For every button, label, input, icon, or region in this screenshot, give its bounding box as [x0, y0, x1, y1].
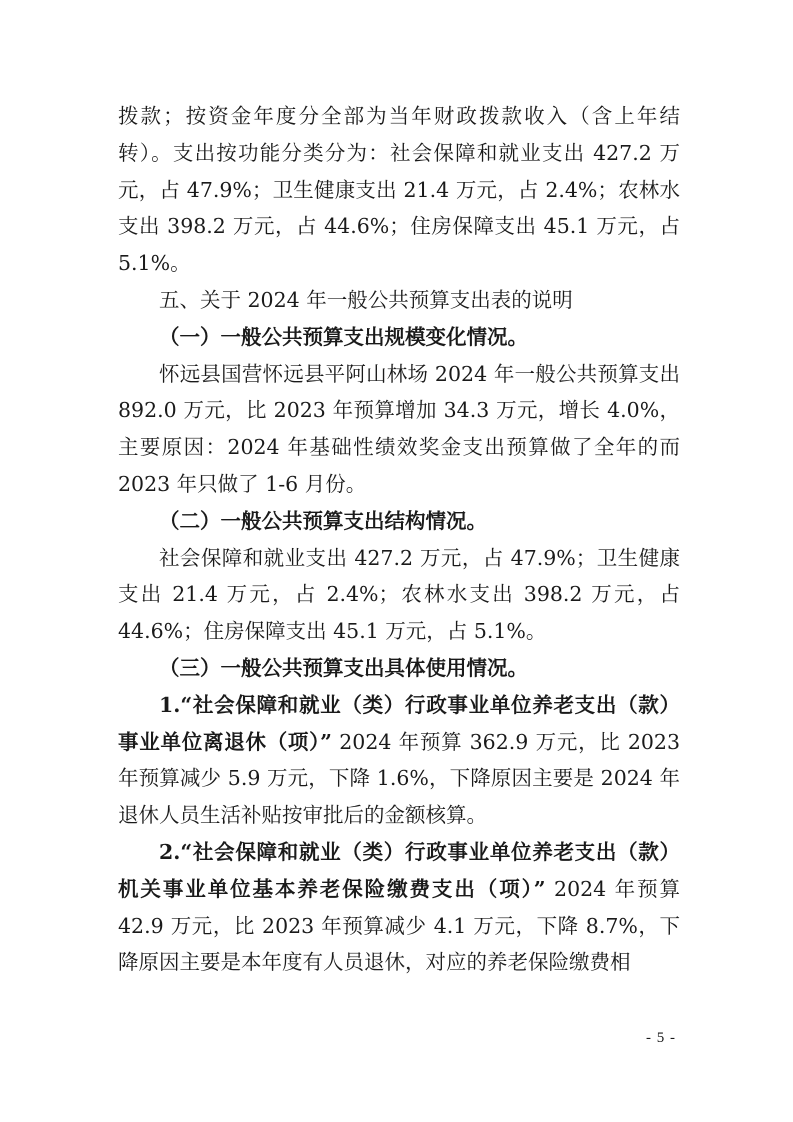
item-2-title: 2.“社会保障和就业（类）行政事业单位养老支出（款）机关事业单位基本养老保险缴费支出（项）” [118, 839, 680, 901]
item-1-title: 1.“社会保障和就业（类）行政事业单位养老支出（款）事业单位离退休（项）” [118, 692, 680, 754]
page-number: - 5 - [646, 1030, 676, 1046]
paragraph-continuation: 拨款；按资金年度分全部为当年财政拨款收入（含上年结转）。支出按功能分类分为：社会保障和就业支出 427.2 万元，占 47.9%；卫生健康支出 21.4 万元，占 2.4%；农林水支出 398.2 万元，占 44.6%；住房保障支出 45.1 万元，占 5.1%。 [118, 104, 680, 276]
paragraph-structure: 社会保障和就业支出 427.2 万元，占 47.9%；卫生健康支出 21.4 万元，占 2.4%；农林水支出 398.2 万元，占 44.6%；住房保障支出 45.1 万元，占 5.1%。 [118, 545, 680, 644]
subheading-3: （三）一般公共预算支出具体使用情况。 [159, 655, 528, 680]
item-2-text: 2024 年预算 42.9 万元，比 2023 年预算减少 4.1 万元，下降 8.7%，下降原因主要是本年度有人员退休，对应的养老保险缴费相 [118, 876, 680, 975]
paragraph-scale: 怀远县国营怀远县平阿山林场 2024 年一般公共预算支出 892.0 万元，比 2023 年预算增加 34.3 万元，增长 4.0%，主要原因：2024 年基础性绩效奖金支出预算做了全年的而 2023 年只做了 1-6 月份。 [118, 361, 680, 496]
section-heading: 五、关于 2024 年一般公共预算支出表的说明 [159, 287, 573, 312]
paragraph-item-1 [118, 687, 680, 834]
document-body [118, 98, 680, 981]
subheading-1: （一）一般公共预算支出规模变化情况。 [159, 324, 528, 349]
subheading-2: （二）一般公共预算支出结构情况。 [159, 508, 487, 533]
item-1-text: 2024 年预算 362.9 万元，比 2023 年预算减少 5.9 万元，下降 1.6%，下降原因主要是 2024 年退休人员生活补贴按审批后的金额核算。 [118, 729, 680, 828]
paragraph-item-2 [118, 834, 680, 981]
